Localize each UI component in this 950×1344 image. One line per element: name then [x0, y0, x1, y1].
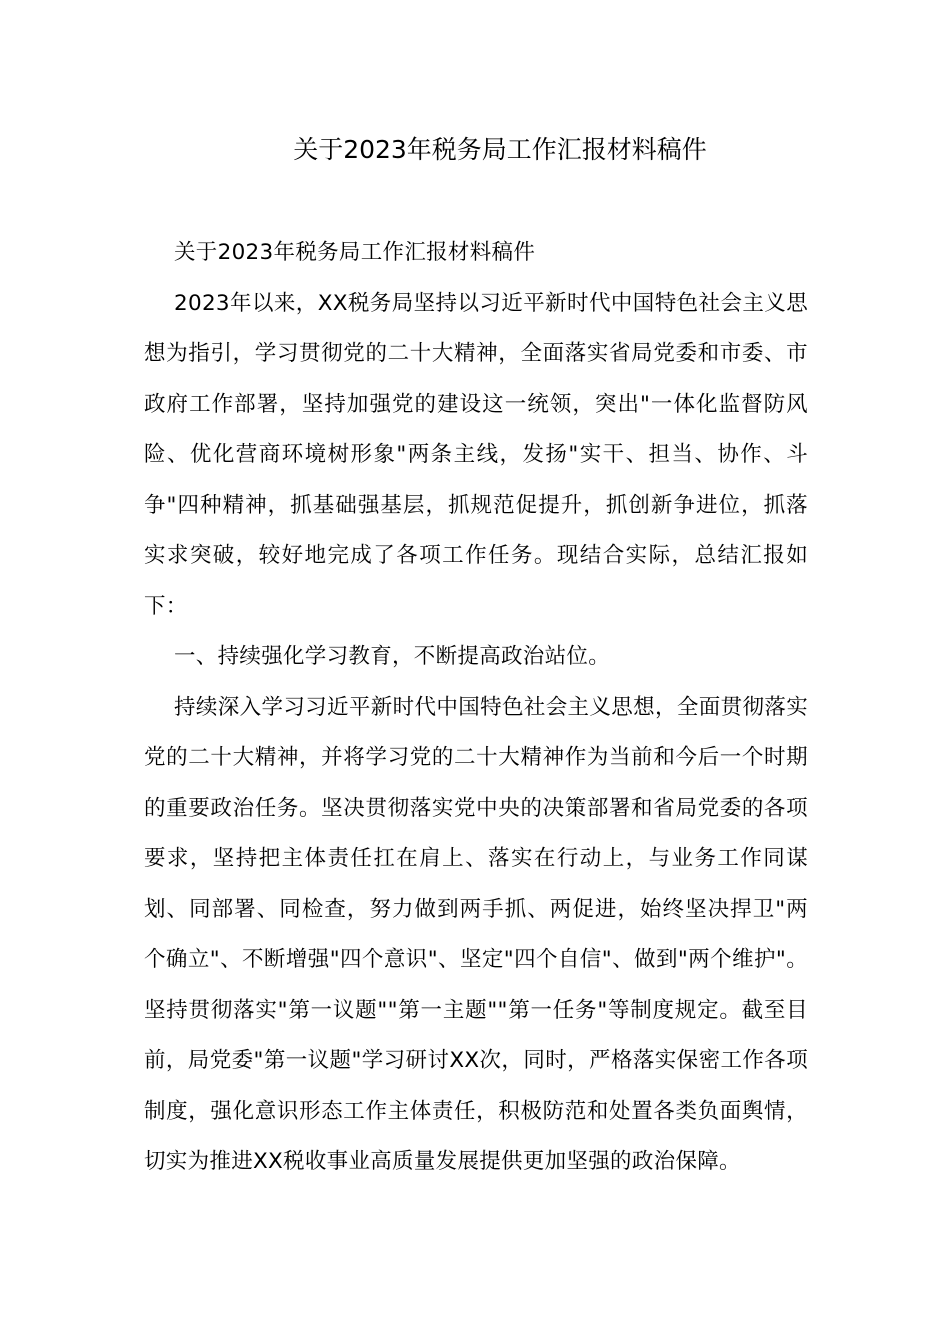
paragraph-intro: 2023年以来，XX税务局坚持以习近平新时代中国特色社会主义思想为指引，学习贯彻党的二十大精神，全面落实省局党委和市委、市政府工作部署，坚持加强党的建设这一统领，突出"一体化监督防风险、优化营商环境树形象"两条主线，发扬"实干、担当、协作、斗争"四种精神，抓基础强基层，抓规范促提升，抓创新争进位，抓落实求突破，较好地完成了各项工作任务。现结合实际，总结汇报如下：: [144, 290, 808, 619]
paragraph-subtitle: 关于2023年税务局工作汇报材料稿件: [174, 240, 536, 265]
document-title: 关于2023年税务局工作汇报材料稿件: [293, 135, 707, 164]
paragraph-section-1: 持续深入学习习近平新时代中国特色社会主义思想，全面贯彻落实党的二十大精神，并将学习党的二十大精神作为当前和今后一个时期的重要政治任务。坚决贯彻落实党中央的决策部署和省局党委的各项要求，坚持把主体责任扛在肩上、落实在行动上，与业务工作同谋划、同部署、同检查，努力做到两手抓、两促进，始终坚决捍卫"两个确立"、不断增强"四个意识"、坚定"四个自信"、做到"两个维护"。坚持贯彻落实"第一议题""第一主题""第一任务"等制度规定。截至目前，局党委"第一议题"学习研讨XX次，同时，严格落实保密工作各项制度，强化意识形态工作主体责任，积极防范和处置各类负面舆情，切实为推进XX税收事业高质量发展提供更加坚强的政治保障。: [144, 694, 808, 1174]
document-body: [144, 228, 808, 1188]
section-heading-1: 一、持续强化学习教育，不断提高政治站位。: [174, 644, 611, 669]
